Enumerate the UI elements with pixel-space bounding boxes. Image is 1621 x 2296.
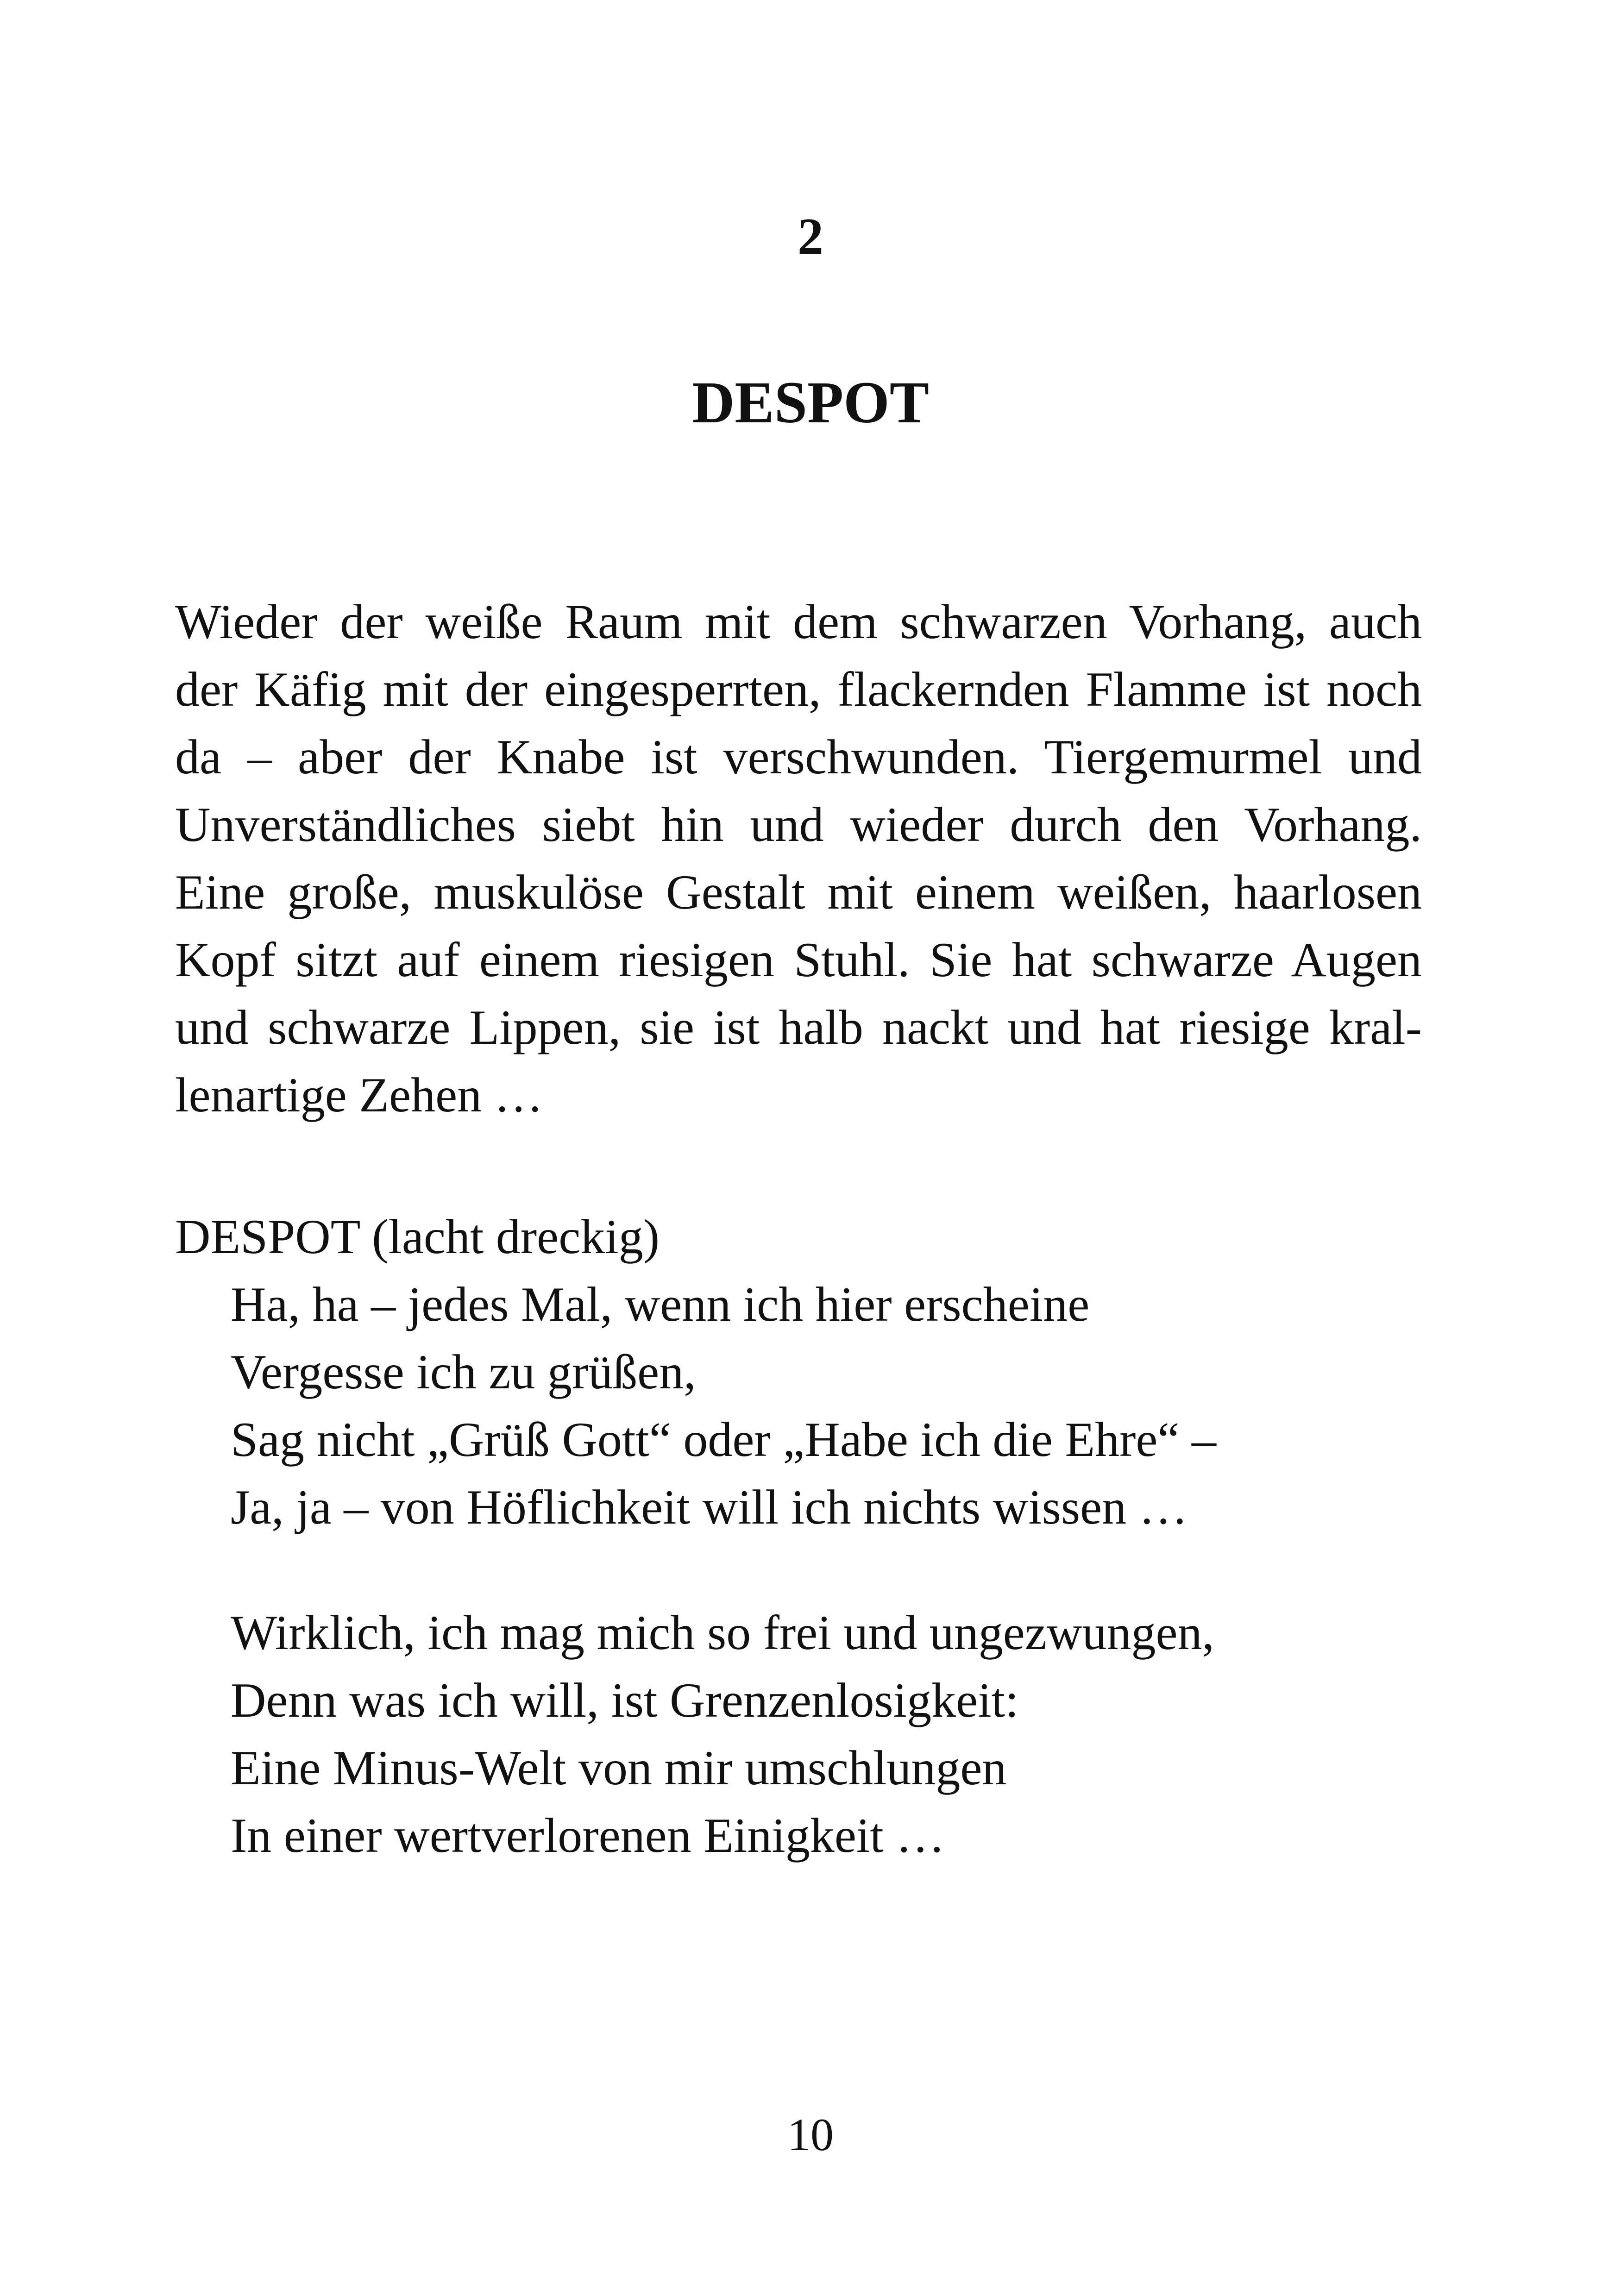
page-number: 10 xyxy=(787,2109,834,2160)
verse-line: Sag nicht „Grüß Gott“ oder „Habe ich die Ehre“ – xyxy=(231,1412,1217,1467)
stage-direction-paragraph xyxy=(175,588,1422,1129)
stage-direction-line: der Käfig mit der eingesperrten, flackernden Flamme ist noch xyxy=(175,662,1422,716)
stage-direction-line: Unverständliches siebt hin und wieder durch den Vorhang. xyxy=(175,797,1422,852)
chapter-title: DESPOT xyxy=(691,370,930,435)
stage-direction-line: Eine große, muskulöse Gestalt mit einem weißen, haarlosen xyxy=(175,865,1422,919)
stage-direction-line: Kopf sitzt auf einem riesigen Stuhl. Sie hat schwarze Augen xyxy=(175,933,1422,987)
verse-stanza xyxy=(231,1271,1216,1541)
verse-stanza xyxy=(231,1599,1214,1869)
verse-line: In einer wertverlorenen Einigkeit … xyxy=(231,1808,945,1863)
speaker-line: DESPOT (lacht dreckig) xyxy=(175,1210,660,1264)
verse-line: Denn was ich will, ist Grenzenlosigkeit: xyxy=(231,1673,1019,1727)
verse-line: Vergesse ich zu grüßen, xyxy=(231,1345,696,1399)
verse-line: Eine Minus-Welt von mir umschlungen xyxy=(231,1741,1007,1795)
stage-direction-line: und schwarze Lippen, sie ist halb nackt und hat riesige kral- xyxy=(175,1000,1422,1054)
stage-direction-line: lenartige Zehen … xyxy=(175,1068,543,1122)
verse-line: Ha, ha – jedes Mal, wenn ich hier erscheine xyxy=(231,1277,1090,1331)
stage-direction-line: da – aber der Knabe ist verschwunden. Tiergemurmel und xyxy=(175,730,1422,784)
stage-direction-line: Wieder der weiße Raum mit dem schwarzen Vorhang, auch xyxy=(175,595,1422,649)
chapter-number: 2 xyxy=(798,208,823,265)
verse-line: Ja, ja – von Höflichkeit will ich nichts wissen … xyxy=(231,1480,1188,1534)
verse-line: Wirklich, ich mag mich so frei und ungezwungen, xyxy=(231,1606,1214,1660)
